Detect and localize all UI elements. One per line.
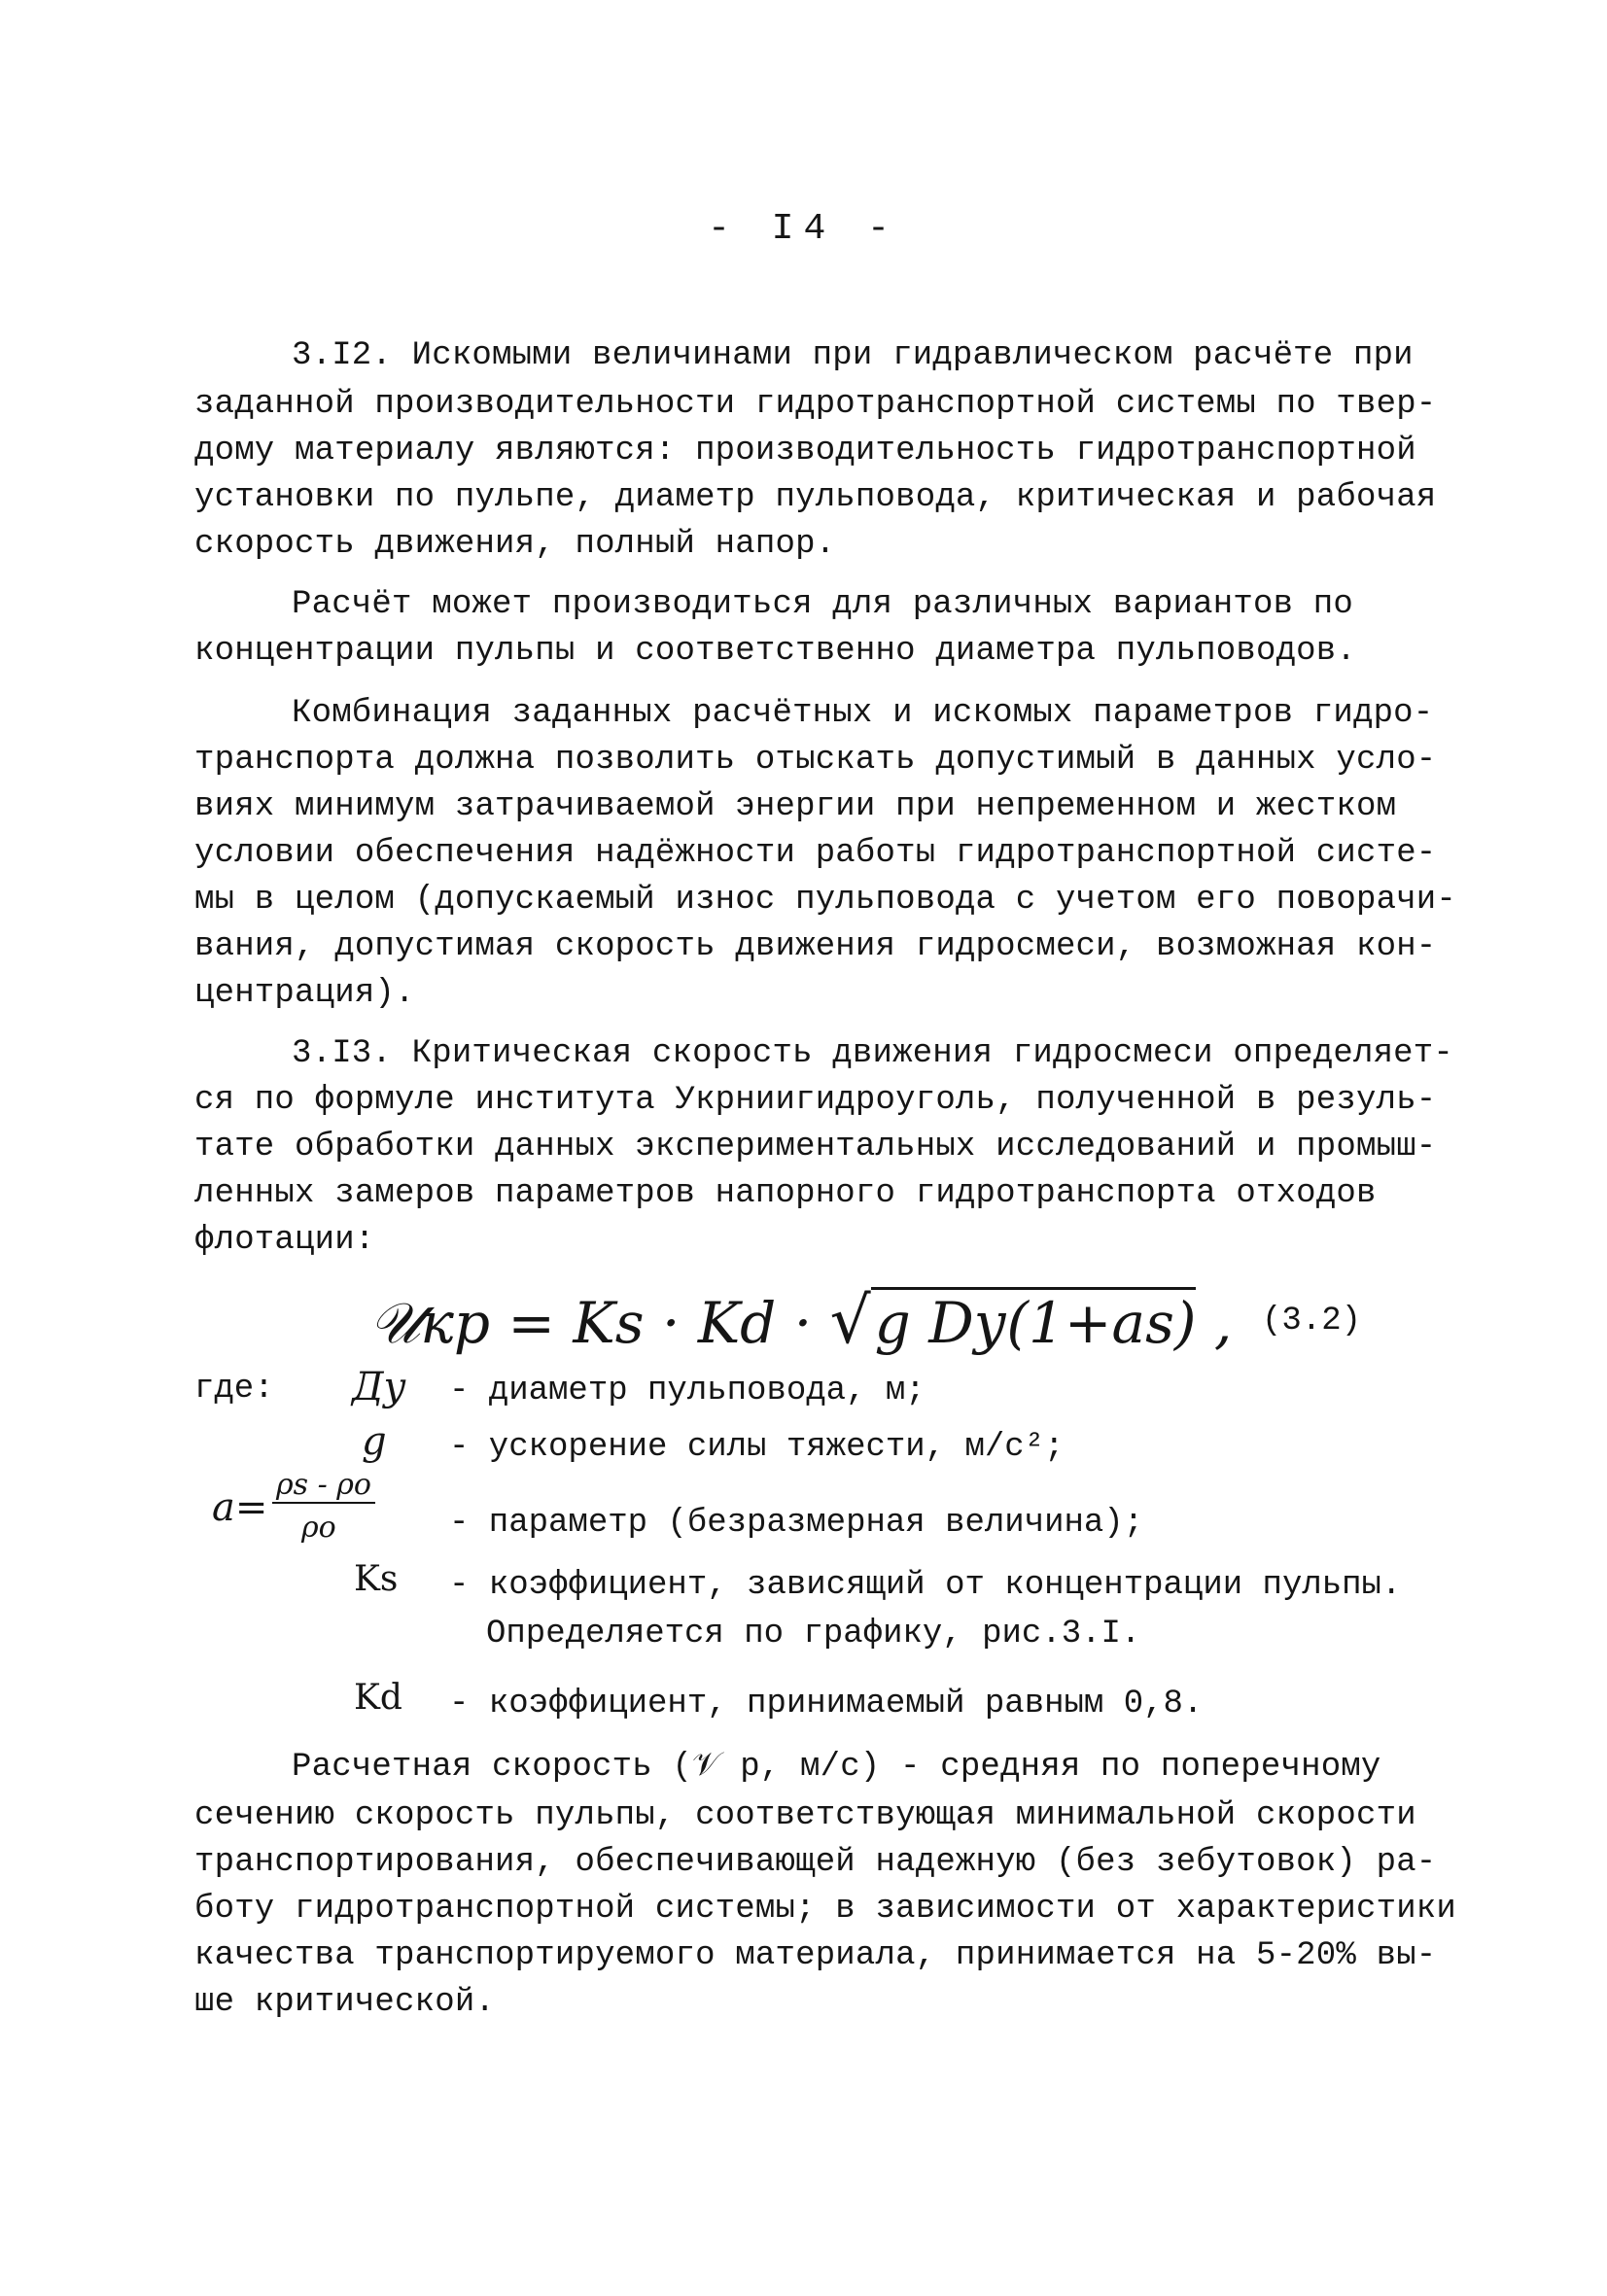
definition-text: - ускорение силы тяжести, м/с²; [449, 1429, 1065, 1466]
symbol-a: a= [212, 1485, 268, 1530]
symbol-kd: Kd [354, 1678, 402, 1718]
paragraph-line: Комбинация заданных расчётных и искомых параметров гидро- [292, 695, 1434, 732]
paragraph-line: 3.I3. Критическая скорость движения гидросмеси определяет- [292, 1035, 1453, 1072]
paragraph-line: вания, допустимая скорость движения гидросмеси, возможная кон- [194, 928, 1437, 965]
paragraph-line: Расчёт может производиться для различных вариантов по [292, 586, 1353, 623]
sqrt-sign: √ [829, 1283, 871, 1358]
definition-text: Определяется по графику, рис.3.I. [486, 1616, 1141, 1652]
paragraph-line: дому материалу являются: производительность гидротранспортной [194, 433, 1416, 470]
formula-trail: , [1213, 1290, 1233, 1356]
definition-text: - параметр (безразмерная величина); [449, 1505, 1144, 1542]
paragraph-line: боту гидротранспортной системы; в зависимости от характеристики [194, 1891, 1457, 1928]
paragraph-line: флотации: [194, 1222, 375, 1259]
paragraph-line: транспортирования, обеспечивающей надежную (без зебутовок) ра- [194, 1844, 1437, 1881]
where-label: где: [194, 1371, 274, 1408]
paragraph-line: ленных замеров параметров напорного гидротранспорта отходов [194, 1175, 1377, 1212]
paragraph-line: ше критической. [194, 1984, 496, 2021]
formula-number: (3.2) [1262, 1303, 1362, 1339]
definition-text: - коэффициент, зависящий от концентрации пульпы. [449, 1567, 1402, 1604]
page-number: - I4 - [708, 208, 899, 250]
paragraph-line: условии обеспечения надёжности работы гидротранспортной систе- [194, 835, 1437, 872]
symbol-a-fraction [212, 1468, 371, 1545]
formula-radicand: g Dу(1+as) [871, 1287, 1197, 1356]
paragraph-line: центрация). [194, 975, 415, 1012]
paragraph-line: установки по пульпе, диаметр пульповода, критическая и рабочая [194, 479, 1437, 516]
paragraph-line: сечению скорость пульпы, соответствующая минимальной скорости [194, 1797, 1416, 1834]
formula-3-2 [369, 1283, 1232, 1358]
paragraph-line: транспорта должна позволить отыскать допустимый в данных усло- [194, 742, 1437, 779]
paragraph-line: качества транспортируемого материала, принимается на 5-20% вы- [194, 1937, 1437, 1974]
definition-text: - коэффициент, принимаемый равным 0,8. [449, 1686, 1204, 1722]
symbol-dy: Дy [352, 1365, 406, 1409]
paragraph-line: 3.I2. Искомыми величинами при гидравлическом расчёте при [292, 337, 1414, 374]
formula-lhs: 𝒰кр = Ks · Kd · [369, 1290, 813, 1356]
paragraph-line: скорость движения, полный напор. [194, 526, 836, 563]
paragraph-line: концентрации пульпы и соответственно диаметра пульповодов. [194, 633, 1356, 670]
symbol-ks: Ks [354, 1559, 399, 1599]
paragraph-line: виях минимум затрачиваемой энергии при непременном и жестком [194, 788, 1397, 825]
fraction-denominator: ρo [301, 1511, 336, 1545]
fraction-numerator: ρs - ρo [272, 1468, 375, 1504]
paragraph-line: тате обработки данных экспериментальных исследований и промыш- [194, 1129, 1437, 1165]
definition-text: - диаметр пульповода, м; [449, 1373, 926, 1409]
paragraph-line: Расчетная скорость (𝒱 р, м/с) - средняя по поперечному [292, 1749, 1381, 1786]
paragraph-line: ся по формуле института Укрниигидроуголь, полученной в резуль- [194, 1082, 1437, 1119]
paragraph-line: заданной производительности гидротранспортной системы по твер- [194, 386, 1437, 423]
paragraph-line: мы в целом (допускаемый износ пульповода с учетом его поворачи- [194, 882, 1457, 919]
symbol-g: g [362, 1419, 387, 1464]
